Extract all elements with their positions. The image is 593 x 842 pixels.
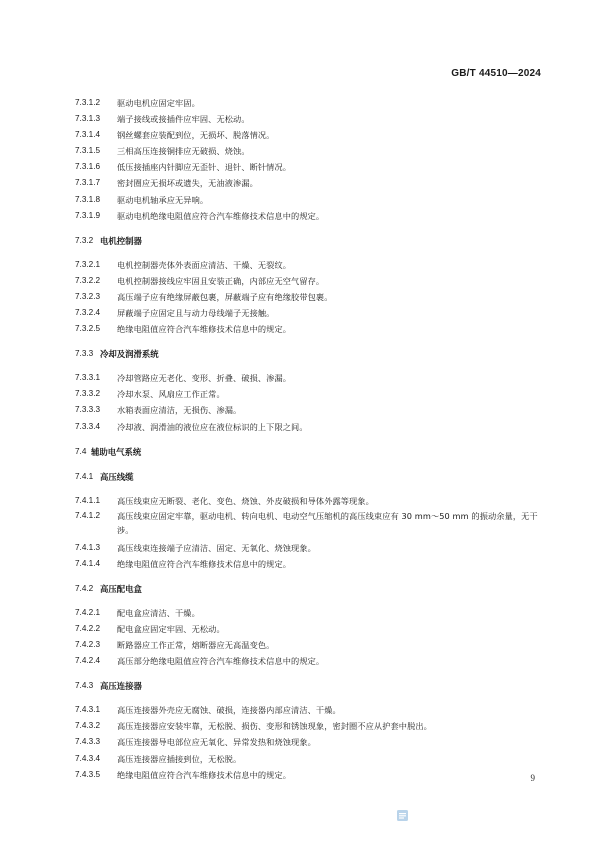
clause-item <box>75 192 545 208</box>
clause-text: 屏蔽端子应固定且与动力母线端子无接触。 <box>117 308 275 319</box>
clause-text: 钢丝螺套应装配到位，无损坏、脱落情况。 <box>117 130 275 141</box>
clause-item <box>75 621 545 637</box>
clause-item <box>75 386 545 402</box>
clause-item <box>75 143 545 159</box>
clause-number: 7.4.1.4 <box>75 558 101 568</box>
heading-title: 辅助电气系统 <box>91 446 142 457</box>
heading-title: 高压配电盒 <box>100 583 142 594</box>
clause-number: 7.3.2.2 <box>75 275 101 285</box>
clause-number: 7.4.1.2 <box>75 510 101 520</box>
clause-item <box>75 419 545 435</box>
clause-number: 7.3.1.9 <box>75 210 101 220</box>
clause-text: 电机控制器壳体外表面应清洁、干燥、无裂纹。 <box>117 259 292 270</box>
clause-number: 7.3.1.5 <box>75 146 101 156</box>
clause-number: 7.4.1.1 <box>75 495 101 505</box>
clause-number: 7.4.2.3 <box>75 640 101 650</box>
clause-item <box>75 95 545 111</box>
clause-number: 7.4.3.5 <box>75 769 101 779</box>
clause-number: 7.4.3.2 <box>75 721 101 731</box>
clause-item <box>75 208 545 224</box>
clause-number: 7.4.3 <box>75 681 94 691</box>
clause-number: 7.3.3.4 <box>75 421 101 431</box>
clause-number: 7.4 <box>75 446 87 456</box>
clause-text: 高压线束应固定牢靠，驱动电机、转向电机、电动空气压缩机的高压线束应有 30 mm～50 mm 的振动余量，无干涉。 <box>117 510 538 536</box>
clause-text: 低压接插座内针脚应无歪针、退针、断针情况。 <box>117 162 292 173</box>
clause-number: 7.3.2.1 <box>75 259 101 269</box>
clause-item <box>75 111 545 127</box>
clause-text: 水箱表面应清洁，无损伤、渗漏。 <box>117 405 242 416</box>
clause-text: 驱动电机轴承应无异响。 <box>117 194 209 205</box>
clause-text: 高压连接器外壳应无腐蚀、破损，连接器内部应清洁、干燥。 <box>117 705 341 716</box>
document-body <box>75 95 545 783</box>
subsection-heading <box>75 469 545 485</box>
clause-text: 高压连接器应插接到位，无松脱。 <box>117 753 242 764</box>
clause-item <box>75 653 545 669</box>
clause-item <box>75 289 545 305</box>
clause-item <box>75 509 545 538</box>
clause-number: 7.4.2.2 <box>75 623 101 633</box>
clause-text: 冷却管路应无老化、变形、折叠、破损、渗漏。 <box>117 373 292 384</box>
clause-number: 7.3.1.6 <box>75 162 101 172</box>
clause-item <box>75 175 545 191</box>
clause-item <box>75 718 545 734</box>
clause-number: 7.4.2 <box>75 583 94 593</box>
clause-text: 三相高压连接铜排应无破损、烧蚀。 <box>117 146 250 157</box>
clause-text: 端子接线或接插件应牢固、无松动。 <box>117 114 250 125</box>
subsection-heading <box>75 581 545 597</box>
clause-number: 7.3.3 <box>75 349 94 359</box>
clause-number: 7.3.2 <box>75 235 94 245</box>
clause-number: 7.4.1 <box>75 471 94 481</box>
clause-item <box>75 402 545 418</box>
heading-title: 冷却及润滑系统 <box>100 349 159 360</box>
clause-text: 高压线束应无断裂、老化、变色、烧蚀、外皮破损和导体外露等现象。 <box>117 495 374 506</box>
clause-text: 密封圈应无损坏或遗失，无油液渗漏。 <box>117 178 258 189</box>
clause-text: 电机控制器接线应牢固且安装正确，内部应无空气留存。 <box>117 275 325 286</box>
clause-number: 7.4.3.3 <box>75 737 101 747</box>
clause-number: 7.4.3.4 <box>75 753 101 763</box>
clause-text: 驱动电机应固定牢固。 <box>117 98 200 108</box>
clause-number: 7.3.1.8 <box>75 194 101 204</box>
clause-number: 7.4.3.1 <box>75 705 101 715</box>
clause-number: 7.4.2.4 <box>75 656 101 666</box>
clause-text: 配电盒应固定牢固、无松动。 <box>117 623 225 634</box>
clause-item <box>75 127 545 143</box>
clause-item <box>75 321 545 337</box>
clause-number: 7.4.1.3 <box>75 542 101 552</box>
clause-item <box>75 637 545 653</box>
clause-text: 高压部分绝缘电阻值应符合汽车维修技术信息中的规定。 <box>117 656 325 667</box>
clause-text: 高压线束连接端子应清洁、固定、无氧化、烧蚀现象。 <box>117 542 316 553</box>
subsection-heading <box>75 346 545 362</box>
clause-number: 7.3.3.3 <box>75 405 101 415</box>
clause-item <box>75 305 545 321</box>
watermark-icon <box>397 810 408 821</box>
clause-text: 绝缘电阻值应符合汽车维修技术信息中的规定。 <box>117 324 292 335</box>
clause-item <box>75 273 545 289</box>
clause-number: 7.3.1.7 <box>75 178 101 188</box>
clause-text: 冷却液、润滑油的液位应在液位标识的上下限之间。 <box>117 421 308 432</box>
clause-item <box>75 605 545 621</box>
standard-code: GB/T 44510—2024 <box>451 68 541 79</box>
clause-text: 高压端子应有绝缘屏蔽包裹，屏蔽端子应有绝缘胶带包裹。 <box>117 291 333 302</box>
clause-item <box>75 556 545 572</box>
section-heading <box>75 444 545 460</box>
clause-number: 7.3.1.2 <box>75 98 101 107</box>
clause-text: 绝缘电阻值应符合汽车维修技术信息中的规定。 <box>117 769 292 780</box>
heading-title: 高压线缆 <box>100 471 134 482</box>
subsection-heading <box>75 678 545 694</box>
clause-item <box>75 751 545 767</box>
clause-number: 7.4.2.1 <box>75 607 101 617</box>
heading-title: 高压连接器 <box>100 681 142 692</box>
clause-number: 7.3.2.5 <box>75 324 101 334</box>
clause-item <box>75 370 545 386</box>
clause-text: 驱动电机绝缘电阻值应符合汽车维修技术信息中的规定。 <box>117 210 325 221</box>
clause-text: 绝缘电阻值应符合汽车维修技术信息中的规定。 <box>117 558 292 569</box>
clause-number: 7.3.2.4 <box>75 308 101 318</box>
clause-text: 高压连接器应安装牢靠，无松脱、损伤、变形和锈蚀现象，密封圈不应从护套中脱出。 <box>117 721 432 732</box>
clause-item <box>75 540 545 556</box>
clause-number: 7.3.3.2 <box>75 389 101 399</box>
clause-text: 配电盒应清洁、干燥。 <box>117 607 200 618</box>
clause-item <box>75 257 545 273</box>
clause-item <box>75 767 545 783</box>
page-number: 9 <box>530 773 535 783</box>
clause-number: 7.3.1.4 <box>75 130 101 140</box>
clause-item <box>75 734 545 750</box>
clause-item <box>75 702 545 718</box>
heading-title: 电机控制器 <box>100 235 142 246</box>
clause-text: 冷却水泵、风扇应工作正常。 <box>117 389 225 400</box>
clause-text: 断路器应工作正常，熔断器应无高温变色。 <box>117 640 275 651</box>
clause-number: 7.3.3.1 <box>75 373 101 383</box>
clause-text: 高压连接器导电部位应无氧化、异常发热和烧蚀现象。 <box>117 737 316 748</box>
subsection-heading <box>75 233 545 249</box>
clause-number: 7.3.2.3 <box>75 291 101 301</box>
clause-number: 7.3.1.3 <box>75 114 101 124</box>
clause-item <box>75 159 545 175</box>
clause-item <box>75 493 545 509</box>
